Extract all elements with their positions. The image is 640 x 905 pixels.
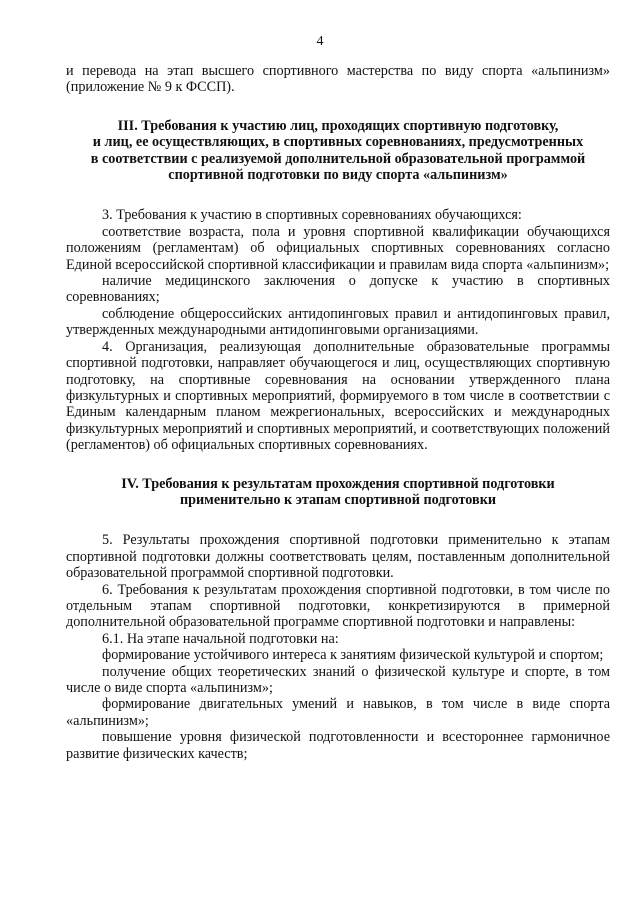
paragraph: 3. Требования к участию в спортивных соревнованиях обучающихся: <box>102 207 522 224</box>
paragraph: 6.1. На этапе начальной подготовки на: <box>102 630 339 647</box>
page-content <box>66 0 610 762</box>
heading-line: III. Требования к участию лиц, проходящих спортивную подготовку, <box>117 117 559 134</box>
paragraph: повышение уровня физической подготовленности и всестороннее гармоничное развитие физических качеств; <box>66 729 610 762</box>
section-3-heading <box>66 118 610 184</box>
paragraph: соответствие возраста, пола и уровня спортивной квалификации обучающихся положениям (регламентам) об официальных спортивных соревнованиях согласно Единой всероссийской спортивной классификации и правилам вида спорта «альпинизм»; <box>66 223 610 273</box>
paragraph: соблюдение общероссийских антидопинговых правил и антидопинговых правил, утвержденных международными антидопинговыми организациями. <box>66 305 610 339</box>
heading-line: в соответствии с реализуемой дополнительной образовательной программой <box>90 150 586 167</box>
intro-line: и перевода на этап высшего спортивного мастерства по виду спорта «альпинизм» <box>66 63 610 79</box>
paragraph: формирование устойчивого интереса к занятиям физической культурой и спортом; <box>102 647 604 664</box>
paragraph: 5. Результаты прохождения спортивной подготовки применительно к этапам спортивной подготовки должны соответствовать целям, поставленным дополнительной образовательной программой спортивной подготовки. <box>66 532 610 582</box>
paragraph: 6. Требования к результатам прохождения спортивной подготовки, в том числе по отдельным этапам спортивной подготовки, конкретизируются в примерной дополнительной образовательной программе спортивной подготовки и направлены: <box>66 581 610 631</box>
section-4-heading <box>66 476 610 509</box>
paragraph: формирование двигательных умений и навыков, в том числе в виде спорта «альпинизм»; <box>66 696 610 729</box>
heading-line: спортивной подготовки по виду спорта «альпинизм» <box>168 167 508 184</box>
heading-line: применительно к этапам спортивной подготовки <box>179 491 497 508</box>
paragraph: наличие медицинского заключения о допуске к участию в спортивных соревнованиях; <box>66 273 610 306</box>
page-number: 4 <box>316 34 324 49</box>
intro-text <box>66 63 610 96</box>
intro-line: (приложение № 9 к ФССП). <box>66 79 235 96</box>
heading-line: и лиц, ее осуществляющих, в спортивных соревнованиях, предусмотренных <box>92 134 584 151</box>
section-4-body <box>66 532 610 762</box>
paragraph: 4. Организация, реализующая дополнительные образовательные программы спортивной подготовки, направляет обучающегося и лиц, осуществляющих спортивную подготовку, на спортивные соревнования на основании утвержденного плана физкультурных и спортивных мероприятий, формируемого в том числе в соответствии с Единым календарным планом межрегиональных, всероссийских и международных физкультурных мероприятий и спортивных мероприятий, и соответствующих положений (регламентов) об официальных спортивных соревнованиях. <box>66 338 610 454</box>
heading-line: IV. Требования к результатам прохождения спортивной подготовки <box>121 475 555 492</box>
section-3-body <box>66 207 610 453</box>
paragraph: получение общих теоретических знаний о физической культуре и спорте, в том числе о виде спорта «альпинизм»; <box>66 663 610 696</box>
